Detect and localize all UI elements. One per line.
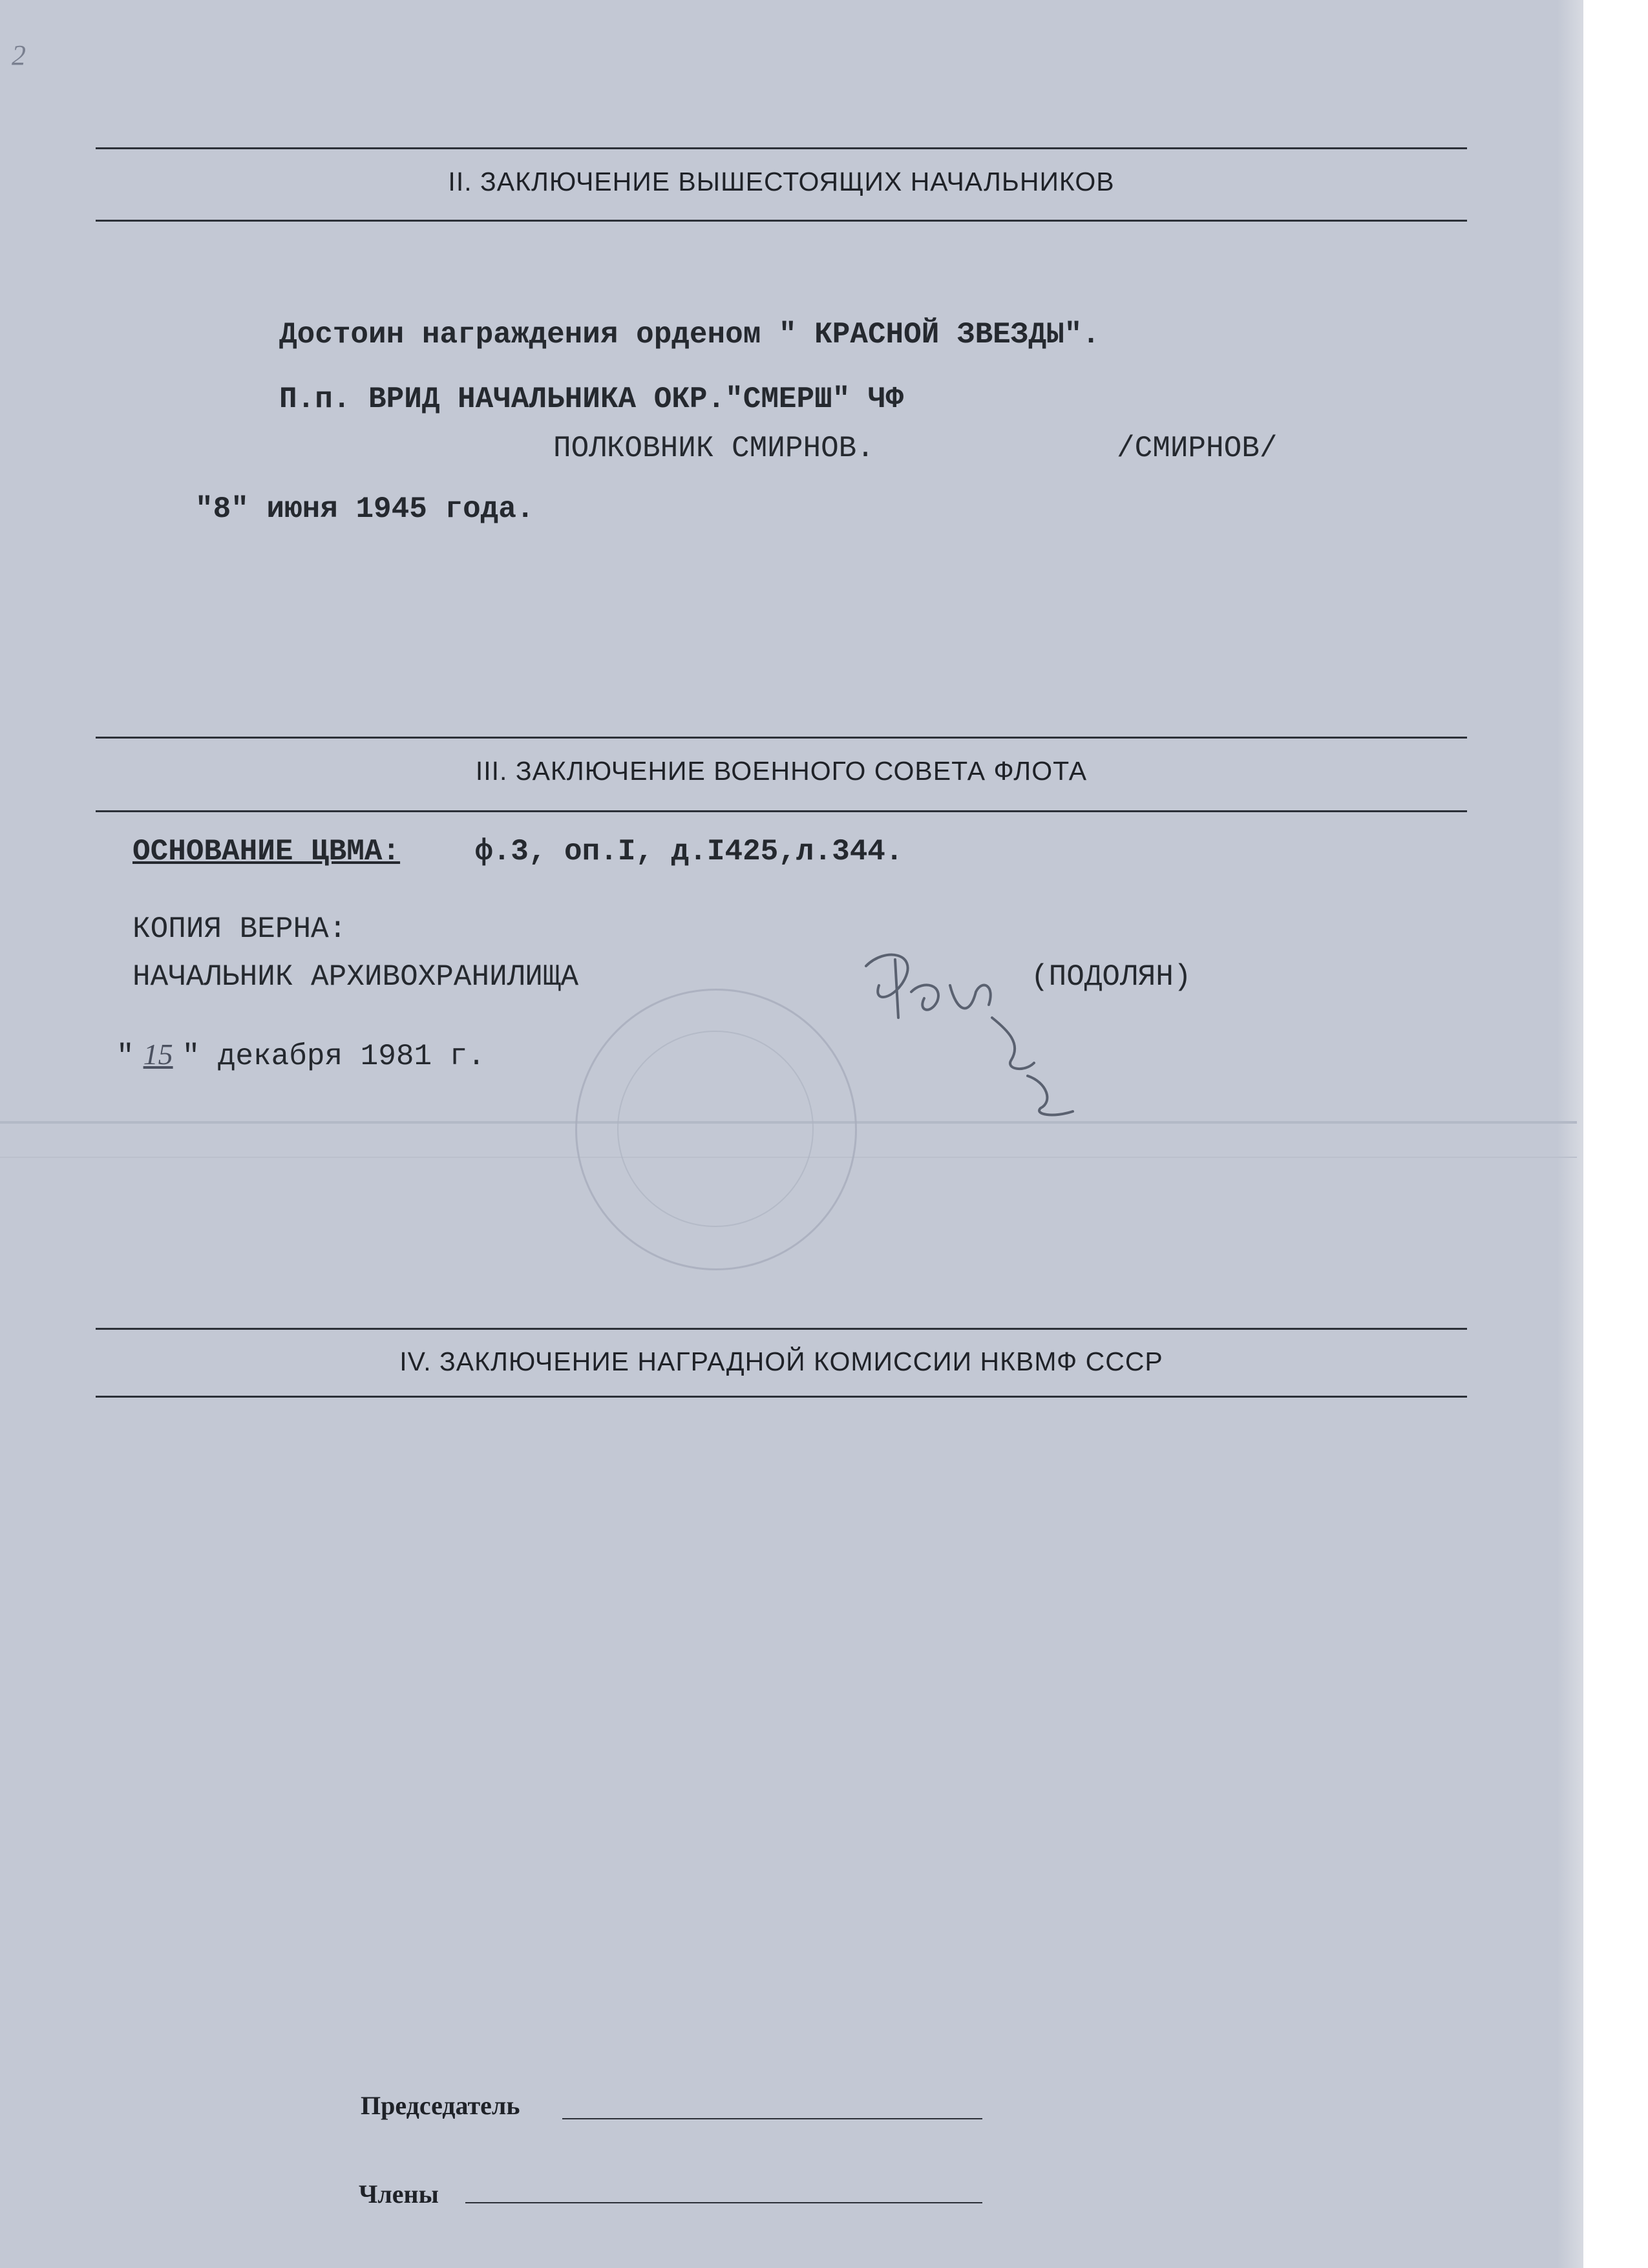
section4-header: IV. ЗАКЛЮЧЕНИЕ НАГРАДНОЙ КОМИССИИ НКВМФ СССР [399, 1347, 1163, 1376]
section3-bottom-rule [96, 810, 1467, 812]
basis-label: ОСНОВАНИЕ ЦВМА: [132, 835, 401, 868]
copy-certified-label: КОПИЯ ВЕРНА: [132, 912, 347, 946]
section2-header: II. ЗАКЛЮЧЕНИЕ ВЫШЕСТОЯЩИХ НАЧАЛЬНИКОВ [448, 167, 1115, 196]
faded-stamp-inner-ring [617, 1031, 814, 1227]
section3-top-rule [96, 737, 1467, 739]
section2-signature-name: /СМИРНОВ/ [1117, 432, 1278, 465]
chairman-signature-line [562, 2118, 982, 2119]
members-signature-line [465, 2202, 982, 2203]
section2-signer-title: П.п. ВРИД НАЧАЛЬНИКА ОКР."СМЕРШ" ЧФ [279, 383, 904, 416]
page-number: 2 [12, 39, 26, 71]
members-label: Члены [359, 2179, 439, 2209]
basis-value: ф.3, оп.I, д.I425,л.344. [475, 835, 903, 868]
section2-bottom-rule [96, 220, 1467, 222]
certification-date-rest: декабря 1981 г. [217, 1040, 485, 1073]
section2-top-rule [96, 147, 1467, 149]
section4-top-rule [96, 1328, 1467, 1330]
section2-signer-name: ПОЛКОВНИК СМИРНОВ. [553, 432, 874, 465]
handwritten-signature [860, 940, 1099, 1134]
section4-bottom-rule [96, 1396, 1467, 1398]
sheet-edge [1558, 0, 1583, 2268]
section2-award-text: Достоин награждения орденом " КРАСНОЙ ЗВЕЗДЫ". [279, 318, 1100, 352]
section2-date: "8" июня 1945 года. [195, 492, 534, 526]
chairman-label: Председатель [361, 2091, 520, 2120]
archive-head-name: (ПОДОЛЯН) [1031, 960, 1192, 994]
archive-head-title: НАЧАЛЬНИК АРХИВОХРАНИЛИЩА [132, 960, 579, 994]
certification-date: " 15 " декабря 1981 г. [116, 1038, 485, 1073]
section3-header: III. ЗАКЛЮЧЕНИЕ ВОЕННОГО СОВЕТА ФЛОТА [475, 756, 1088, 786]
certification-date-day: 15 [143, 1038, 173, 1071]
